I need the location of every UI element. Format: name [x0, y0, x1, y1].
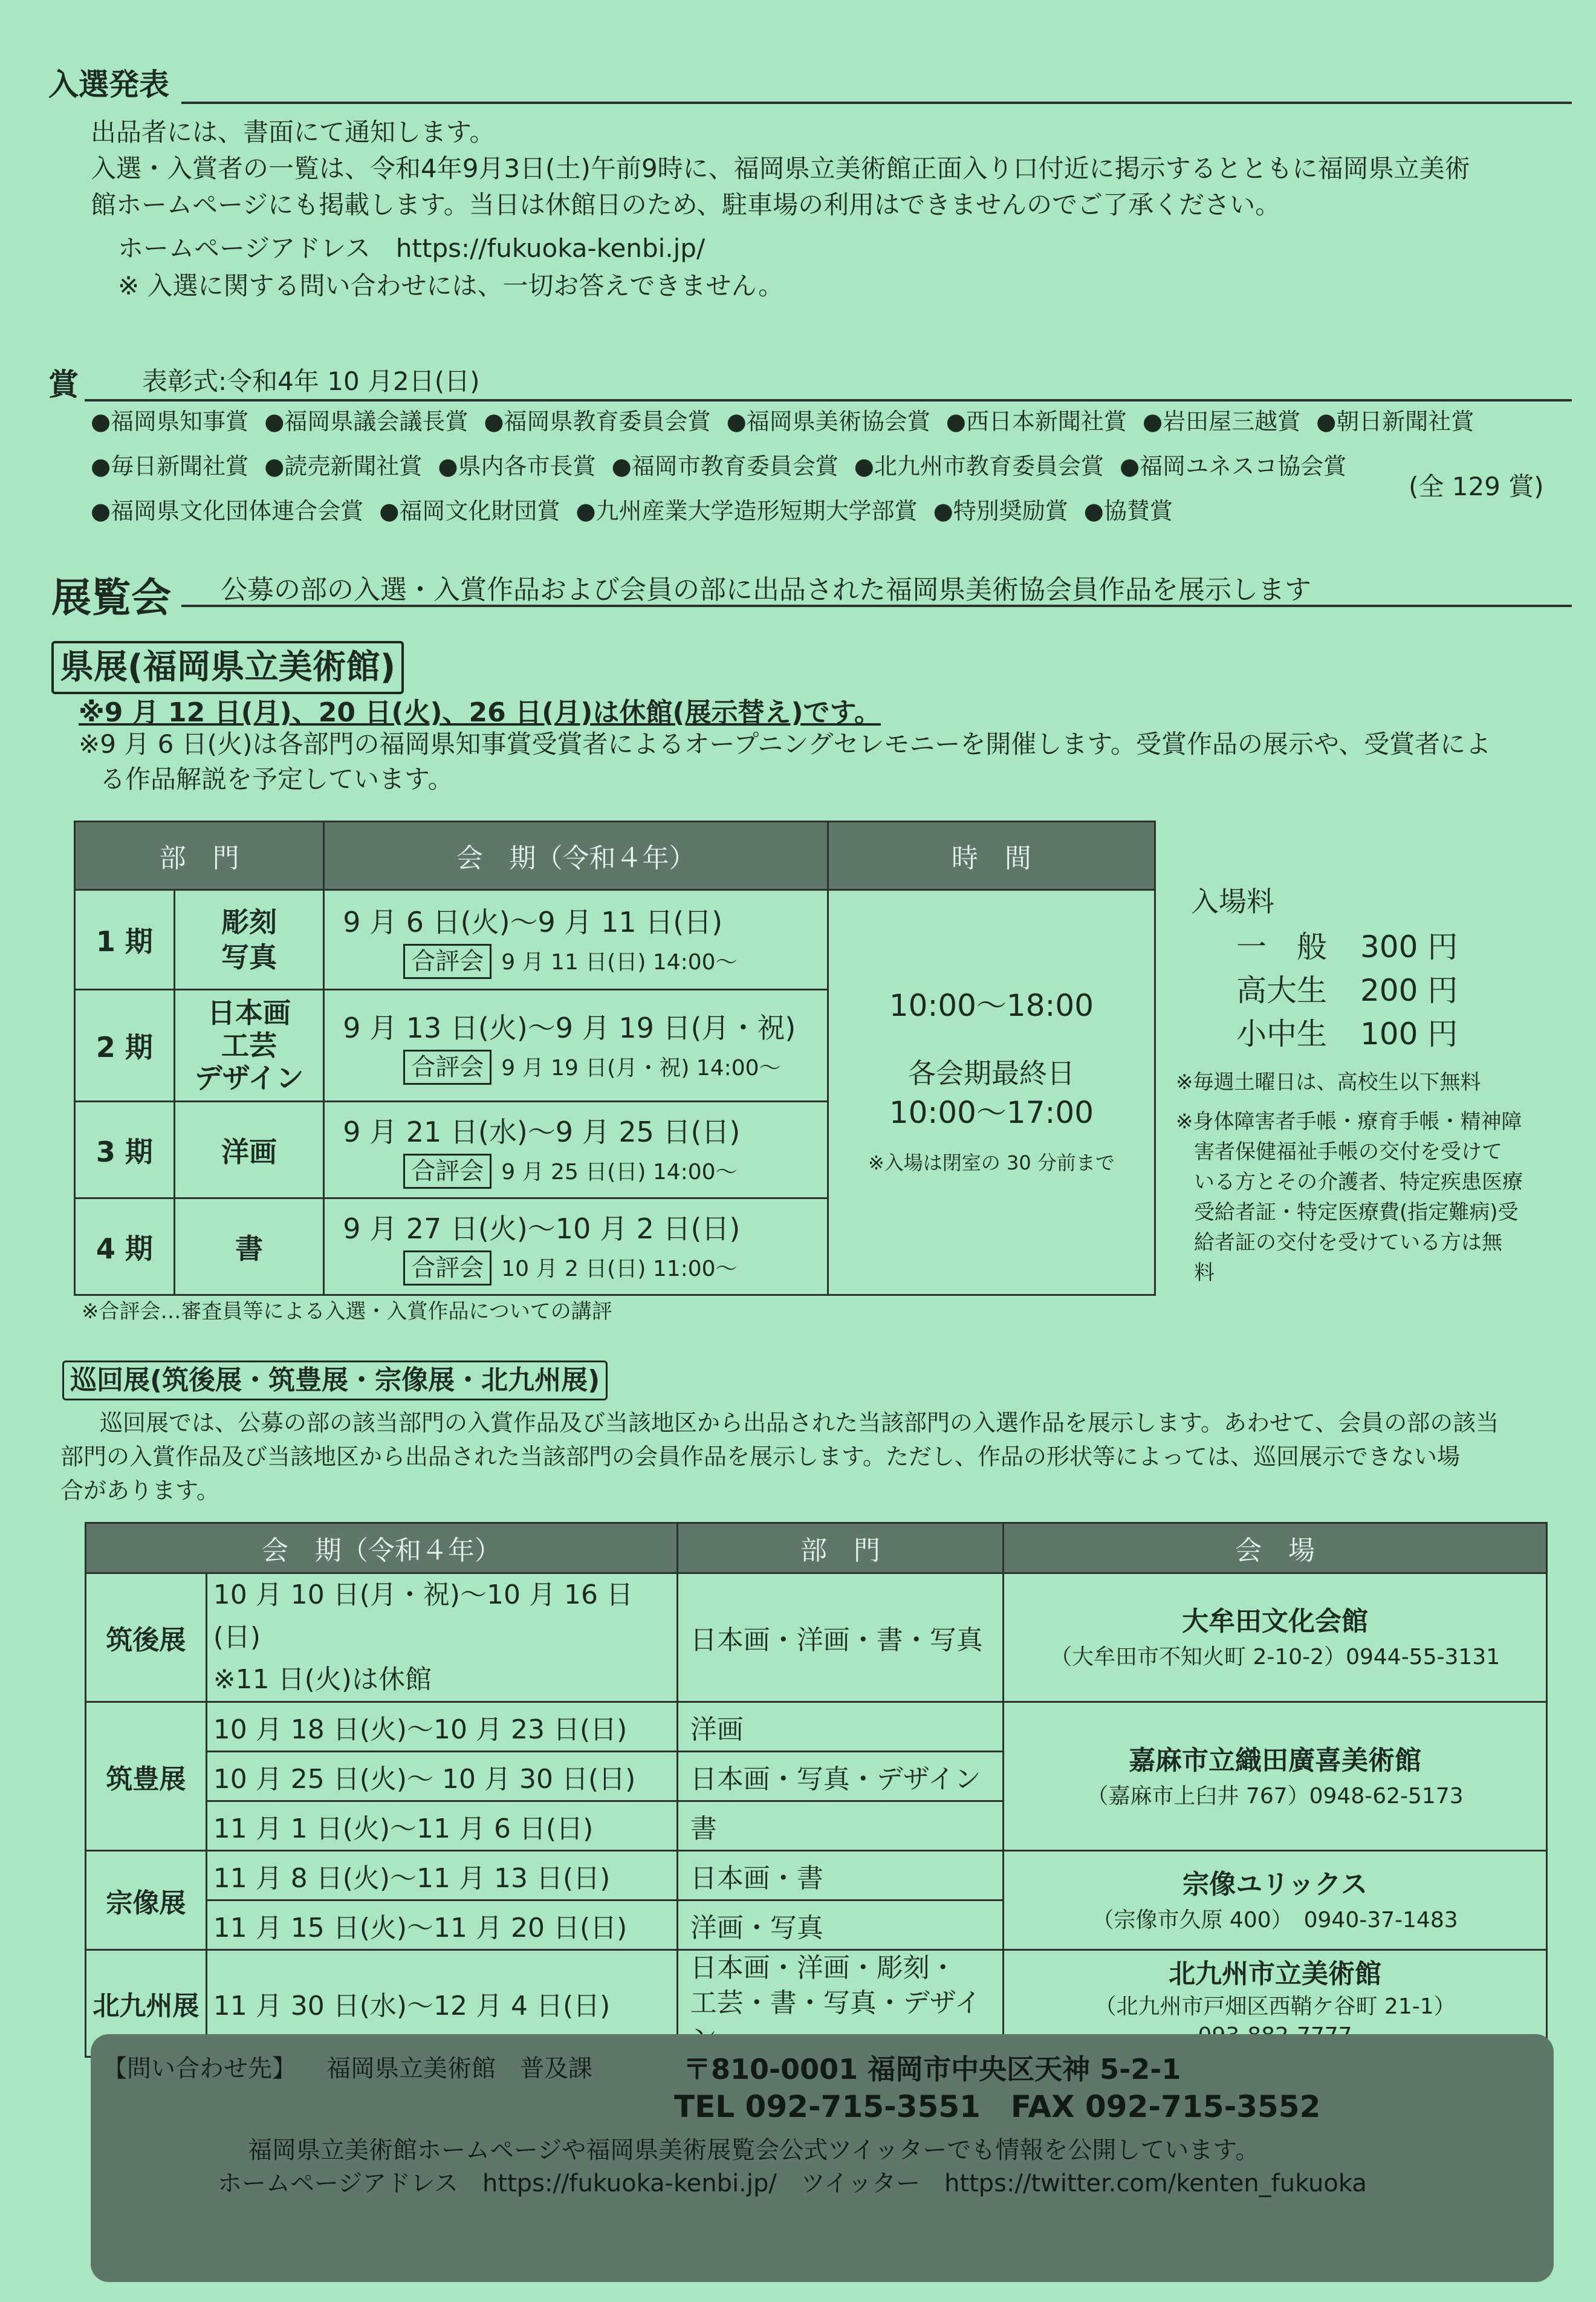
nyusen-title: 入選発表 — [48, 67, 169, 102]
tenrankai-subtitle: 公募の部の入選・入賞作品および会員の部に出品された福岡県美術協会員作品を展示します — [221, 574, 1311, 605]
contact-address: 〒810-0001 福岡市中央区天神 5-2-1 — [683, 2053, 1181, 2086]
chikuho-dates-2: 10 月 25 日(火)～ 10 月 30 日(日) — [206, 1752, 677, 1801]
award-item: ● 朝日新聞社賞 — [1316, 408, 1474, 435]
award-item: ● 福岡文化財団賞 — [379, 498, 560, 524]
junkai-header-period: 会 期（令和４年） — [86, 1523, 678, 1573]
fee-note-disability-5: 給者証の交付を受けている方は無 — [1194, 1231, 1502, 1255]
junkai-header-venue: 会 場 — [1004, 1523, 1547, 1573]
kaihyo-footnote: ※合評会…審査員等による入選・入賞作品についての講評 — [82, 1299, 612, 1324]
term-3: 3 期 — [75, 1102, 175, 1198]
award-item: ● 毎日新聞社賞 — [91, 453, 248, 480]
fee-child-label: 小中生 — [1236, 1016, 1327, 1052]
term-2: 2 期 — [75, 990, 175, 1102]
contact-info: 福岡県立美術館ホームページや福岡県美術展覧会公式ツイッターでも情報を公開しています。 — [248, 2136, 1260, 2164]
nyusen-line-2: 入選・入賞者の一覧は、令和4年9月3日(土)午前9時に、福岡県立美術館正面入り口付近に掲示するとともに福岡県立美術 — [91, 154, 1470, 183]
chikuho-dates-3: 11 月 1 日(火)～11 月 6 日(日) — [206, 1801, 677, 1851]
header-period: 会 期（令和４年） — [324, 822, 828, 890]
kaihyo-label-1: 合評会 — [403, 944, 491, 979]
chikugo-venue: 大牟田文化会館 — [1182, 1606, 1369, 1637]
dates-3: 9 月 21 日(水)～9 月 25 日(日) — [343, 1116, 741, 1148]
time-last: 10:00～17:00 — [889, 1095, 1094, 1130]
nyusen-line-1: 出品者には、書面にて通知します。 — [91, 117, 495, 147]
award-item: ● 福岡県美術協会賞 — [727, 408, 930, 435]
dates-2: 9 月 13 日(火)～9 月 19 日(月・祝) — [343, 1011, 796, 1044]
munakata-name: 宗像展 — [86, 1851, 207, 1950]
kaihyo-date-3: 9 月 25 日(日) 14:00～ — [501, 1160, 738, 1185]
contact-org: 福岡県立美術館 普及課 — [326, 2055, 592, 2083]
dept-4: 書 — [174, 1198, 324, 1295]
fee-student-price: 200 円 — [1360, 973, 1458, 1008]
contact-box — [91, 2034, 1554, 2282]
munakata-dates-2: 11 月 15 日(火)～11 月 20 日(日) — [206, 1900, 677, 1950]
award-item: ● 北九州市教育委員会賞 — [854, 453, 1104, 480]
kaihyo-label-3: 合評会 — [403, 1154, 491, 1189]
fee-note-disability-1: ※身体障害者手帳・療育手帳・精神障 — [1176, 1110, 1522, 1134]
tenrankai-rule — [181, 605, 1572, 607]
fee-student-label: 高大生 — [1236, 973, 1327, 1008]
time-cell — [828, 890, 1155, 1295]
junkai-header-dept: 部 門 — [677, 1523, 1003, 1573]
tenrankai-title: 展覧会 — [51, 574, 171, 621]
award-item: ● 福岡県教育委員会賞 — [484, 408, 710, 435]
munakata-address: （宗像市久原 400） 0940-37-1483 — [1092, 1907, 1458, 1933]
dept-1: 彫刻 写真 — [174, 890, 324, 990]
nyusen-rule — [181, 102, 1572, 104]
dates-4: 9 月 27 日(火)～10 月 2 日(日) — [343, 1212, 741, 1245]
header-dept: 部 門 — [75, 822, 324, 890]
fee-title: 入場料 — [1191, 885, 1274, 918]
kaihyo-label-2: 合評会 — [403, 1050, 491, 1085]
munakata-dept-1: 日本画・書 — [677, 1851, 1003, 1900]
junkai-desc-3: 合があります。 — [60, 1477, 219, 1504]
sho-title: 賞 — [48, 367, 79, 402]
munakata-dept-2: 洋画・写真 — [677, 1900, 1003, 1950]
term-1: 1 期 — [75, 890, 175, 990]
fee-general-label: 一 般 — [1236, 929, 1327, 964]
award-item: ● 読売新聞社賞 — [264, 453, 422, 480]
junkai-desc-1: 巡回展では、公募の部の該当部門の入賞作品及び当該地区から出品された当該部門の入選作品を展示します。あわせて、会員の部の該当 — [100, 1409, 1499, 1436]
kitakyushu-dept: 日本画・洋画・彫刻・ 工芸・書・写真・デザイ — [677, 1950, 1003, 2057]
junkai-table — [85, 1522, 1548, 2058]
nyusen-line-3: 館ホームページにも掲載します。当日は休館日のため、駐車場の利用はできませんのでご了承ください。 — [91, 190, 1281, 219]
nyusen-notice: ※ 入選に関する問い合わせには、一切お答えできません。 — [118, 271, 784, 301]
award-total: (全 129 賞) — [1409, 472, 1544, 501]
chikugo-address: （大牟田市不知火町 2-10-2）0944-55-3131 — [1050, 1645, 1500, 1670]
chikugo-dept: 日本画・洋画・書・写真 — [677, 1573, 1003, 1702]
award-item: ● 岩田屋三越賞 — [1143, 408, 1300, 435]
ceremony-date: 表彰式:令和4年 10 月2日(日) — [142, 366, 480, 396]
award-item: ● 県内各市長賞 — [438, 453, 595, 480]
time-note: ※入場は閉室の 30 分前まで — [868, 1151, 1115, 1174]
kitakyushu-address: （北九州市戸畑区西鞘ケ谷町 21-1） — [1094, 1994, 1456, 2019]
kaihyo-label-4: 合評会 — [403, 1250, 491, 1286]
contact-tel-fax: TEL 092-715-3551 FAX 092-715-3552 — [674, 2089, 1321, 2124]
chikugo-name: 筑後展 — [86, 1573, 207, 1702]
kenten-title: 県展(福岡県立美術館) — [51, 641, 404, 694]
chikugo-dates: 10 月 10 日(月・祝)～10 月 16 日(日) — [213, 1579, 633, 1653]
header-time: 時 間 — [828, 822, 1155, 890]
dept-3: 洋画 — [174, 1102, 324, 1198]
award-item: ● 特別奨励賞 — [933, 498, 1068, 524]
kaihyo-date-2: 9 月 19 日(月・祝) 14:00～ — [501, 1055, 781, 1081]
dept-2: 日本画 工芸 デザイン — [174, 990, 324, 1102]
homepage-address: ホームページアドレス https://fukuoka-kenbi.jp/ — [118, 233, 706, 263]
chikuho-name: 筑豊展 — [86, 1702, 207, 1851]
fee-note-disability-4: 受給者証・特定医療費(指定難病)受 — [1194, 1200, 1519, 1224]
munakata-venue: 宗像ユリックス — [1182, 1868, 1367, 1900]
kaihyo-date-1: 9 月 11 日(日) 14:00～ — [501, 949, 738, 975]
award-item: ● 福岡県議会議長賞 — [264, 408, 468, 435]
time-last-label: 各会期最終日 — [907, 1057, 1075, 1090]
chikuho-dept-1: 洋画 — [677, 1702, 1003, 1752]
chikuho-dept-3: 書 — [677, 1801, 1003, 1851]
kitakyushu-dates: 11 月 30 日(水)～12 月 4 日(日) — [206, 1950, 677, 2057]
kenten-ceremony-note-2: る作品解説を予定しています。 — [100, 764, 453, 794]
award-item: ● 福岡市教育委員会賞 — [612, 453, 839, 480]
fee-note-disability-3: いる方とその介護者、特定疾患医療 — [1194, 1170, 1523, 1194]
award-item: ● 協賛賞 — [1084, 498, 1173, 524]
chikuho-dates-1: 10 月 18 日(火)～10 月 23 日(日) — [206, 1702, 677, 1752]
fee-note-saturday: ※毎週土曜日は、高校生以下無料 — [1176, 1070, 1481, 1094]
dates-1: 9 月 6 日(火)～9 月 11 日(日) — [343, 905, 723, 938]
junkai-desc-2: 部門の入賞作品及び当該地区から出品された当該部門の会員作品を展示します。ただし、作品の形状等によっては、巡回展示できない場 — [60, 1443, 1460, 1470]
fee-note-disability-2: 害者保健福祉手帳の交付を受けて — [1194, 1140, 1502, 1164]
kitakyushu-name: 北九州展 — [86, 1950, 207, 2057]
chikugo-closed: ※11 日(火)は休館 — [213, 1664, 432, 1695]
junkai-title: 巡回展(筑後展・筑豊展・宗像展・北九州展) — [62, 1361, 608, 1400]
award-item: ● 西日本新聞社賞 — [946, 408, 1127, 435]
term-4: 4 期 — [75, 1198, 175, 1295]
fee-general-price: 300 円 — [1360, 929, 1458, 964]
chikuho-address: （嘉麻市上臼井 767）0948-62-5173 — [1086, 1783, 1464, 1809]
kenten-schedule-table — [74, 821, 1156, 1296]
kitakyushu-venue: 北九州市立美術館 — [1169, 1959, 1382, 1989]
chikuho-dept-2: 日本画・写真・デザイン — [677, 1752, 1003, 1801]
munakata-dates-1: 11 月 8 日(火)～11 月 13 日(日) — [206, 1851, 677, 1900]
contact-label: 【問い合わせ先】 — [103, 2055, 296, 2083]
fee-child-price: 100 円 — [1360, 1016, 1458, 1052]
kenten-closed-note: ※9 月 12 日(月)、20 日(火)、26 日(月)は休館(展示替え)です。 — [79, 697, 881, 728]
time-main: 10:00～18:00 — [889, 988, 1094, 1023]
chikuho-venue: 嘉麻市立織田廣喜美術館 — [1129, 1744, 1422, 1776]
award-item: ● 福岡県知事賞 — [91, 408, 248, 435]
kaihyo-date-4: 10 月 2 日(日) 11:00～ — [501, 1257, 738, 1281]
kenten-ceremony-note-1: ※9 月 6 日(火)は各部門の福岡県知事賞受賞者によるオープニングセレモニーを開催します。受賞作品の展示や、受賞者によ — [79, 729, 1491, 759]
fee-note-disability-6: 料 — [1194, 1261, 1215, 1285]
award-item: ● 九州産業大学造形短期大学部賞 — [576, 498, 917, 524]
award-list — [91, 399, 1566, 533]
contact-urls: ホームページアドレス https://fukuoka-kenbi.jp/ ツイッター https://twitter.com/kenten_fukuoka — [218, 2170, 1367, 2197]
award-item: ● 福岡ユネスコ協会賞 — [1120, 453, 1346, 480]
award-item: ● 福岡県文化団体連合会賞 — [91, 498, 363, 524]
